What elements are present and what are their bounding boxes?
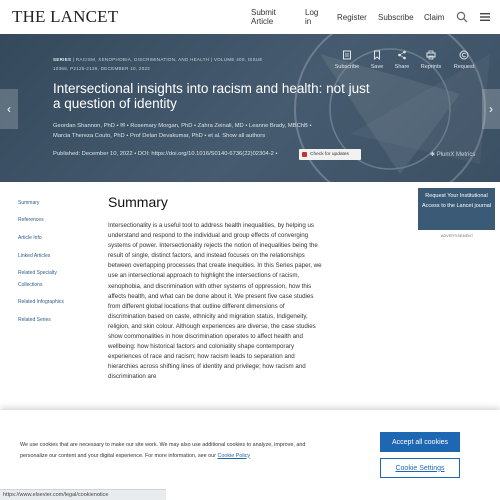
series-label[interactable]: SERIES bbox=[53, 57, 72, 62]
side-nav-related-series[interactable]: Related Series bbox=[18, 317, 51, 323]
subscribe-action-label: Subscribe bbox=[334, 64, 360, 70]
issue-info: 10368, P2125-2136, DECEMBER 10, 2022 bbox=[53, 66, 151, 71]
claim-link[interactable]: Claim bbox=[424, 13, 445, 22]
register-link[interactable]: Register bbox=[337, 13, 367, 22]
related-specialty-label: Related Specialty bbox=[18, 270, 57, 276]
submit-article-link[interactable] bbox=[251, 8, 276, 26]
cookie-policy-link[interactable]: Cookie Policy bbox=[217, 452, 251, 459]
save-action-label: Save bbox=[370, 64, 384, 70]
article-label: Article bbox=[251, 17, 274, 26]
share-action[interactable] bbox=[387, 50, 417, 70]
previous-article-arrow[interactable] bbox=[0, 89, 18, 129]
side-nav-linked-articles[interactable]: Linked Articles bbox=[18, 253, 51, 259]
side-nav-article-info[interactable]: Article Info bbox=[18, 235, 42, 241]
accept-all-cookies-button[interactable]: Accept all cookies bbox=[380, 432, 460, 452]
cookie-notice bbox=[20, 440, 320, 461]
login-link[interactable] bbox=[305, 8, 318, 26]
crossmark-icon bbox=[302, 152, 307, 157]
share-action-label: Share bbox=[394, 64, 410, 70]
lancet-logo[interactable]: THE LANCET bbox=[12, 7, 119, 26]
summary-text: Intersectionality is a useful tool to address health inequalities, by helping us understand and respond to the individual and group effects of converging systems of power. Intersectionality rejects the notion of inequalities being the result of single, distinct factors, and instead focuses on the relationships between overlapping processes that create inequities. In this Series paper, we use an intersectional approach to highlight the intersections of racism, xenophobia, and discrimination with other systems of oppression, how this affects health, and what can be done about it. We present five case studies from different global locations that outline different dimensions of discrimination based on caste, ethnicity and migration status, Indigeneity, religion, and skin colour. Although experiences are diverse, the case studies show commonalities in how discrimination operates to affect health and wellbeing: how historical factors and coloniality shape contemporary experiences of race and racism; how racism leads to separation and hierarchies across shifting lines of identity and privilege; how racism and discrimination are bbox=[108, 222, 322, 381]
in-label: in bbox=[305, 17, 312, 26]
publication-info[interactable]: Published: December 10, 2022 • DOI: https://doi.org/10.1016/S0140-6736(22)02304-2 • bbox=[53, 151, 278, 157]
subscribe-link[interactable]: Subscribe bbox=[378, 13, 414, 22]
reprints-action[interactable] bbox=[416, 50, 446, 70]
series-details: | RACISM, XENOPHOBIA, DISCRIMINATION, AND HEALTH | VOLUME 400, ISSUE bbox=[72, 57, 263, 62]
cookie-banner bbox=[0, 410, 500, 500]
collections-label: Collections bbox=[18, 282, 43, 288]
browser-status-url: https://www.elsevier.com/legal/cookienotice bbox=[0, 489, 166, 500]
side-nav-related-specialty[interactable] bbox=[18, 269, 57, 290]
submit-label: Submit bbox=[251, 8, 276, 17]
check-for-updates-label: Check for updates bbox=[310, 152, 349, 157]
series-info bbox=[53, 57, 263, 62]
next-article-arrow[interactable] bbox=[482, 89, 500, 129]
summary-heading: Summary bbox=[108, 194, 168, 210]
side-nav-references[interactable]: References bbox=[18, 217, 44, 223]
side-nav-related-infographics[interactable]: Related Infographics bbox=[18, 299, 64, 305]
subscribe-action[interactable] bbox=[332, 50, 362, 70]
request-action[interactable] bbox=[449, 50, 479, 70]
advertisement-label: ADVERTISEMENT bbox=[441, 234, 474, 238]
share-icon bbox=[397, 50, 407, 60]
log-label: Log bbox=[305, 8, 319, 17]
request-action-label: Request bbox=[453, 64, 475, 70]
plumx-metrics-link[interactable]: ✱ PlumX Metrics bbox=[430, 152, 476, 158]
cookie-notice-text: We use cookies that are necessary to make our site work. We may also use additional cookies to analyze, improve, and personalize our content and your digital experience. For more information, see our bbox=[20, 442, 306, 459]
reprints-action-label: Reprints bbox=[420, 64, 442, 70]
search-icon[interactable] bbox=[456, 11, 468, 23]
article-title: Intersectional insights into racism and health: not just a question of identity bbox=[53, 81, 370, 111]
chevron-left-icon: ‹ bbox=[7, 102, 11, 116]
authors-line-2[interactable]: Marcia Thereza Couto, PhD • Prof Delan Devakumar, PhD • et al. Show all authors bbox=[53, 133, 266, 139]
menu-icon[interactable] bbox=[479, 11, 491, 23]
subscribe-icon bbox=[342, 50, 352, 60]
bookmark-icon bbox=[372, 50, 382, 60]
check-for-updates-button[interactable] bbox=[299, 149, 361, 160]
institutional-access-button[interactable]: Request Your Institutional Access to the Lancet journal bbox=[418, 188, 495, 230]
copyright-icon bbox=[459, 50, 469, 60]
author-list bbox=[53, 121, 353, 141]
side-nav-summary[interactable]: Summary bbox=[18, 200, 40, 206]
cookie-settings-button[interactable]: Cookie Settings bbox=[380, 458, 460, 478]
chevron-right-icon: › bbox=[489, 102, 493, 116]
plumx-label: PlumX Metrics bbox=[436, 152, 476, 158]
authors-line-1[interactable]: Geordan Shannon, PhD • ✉ • Rosemary Morgan, PhD • Zahra Zeinali, MD • Leanne Brady, MBChB • bbox=[53, 123, 312, 129]
site-header bbox=[0, 0, 500, 34]
reprints-icon bbox=[426, 50, 436, 60]
article-hero bbox=[0, 34, 500, 182]
